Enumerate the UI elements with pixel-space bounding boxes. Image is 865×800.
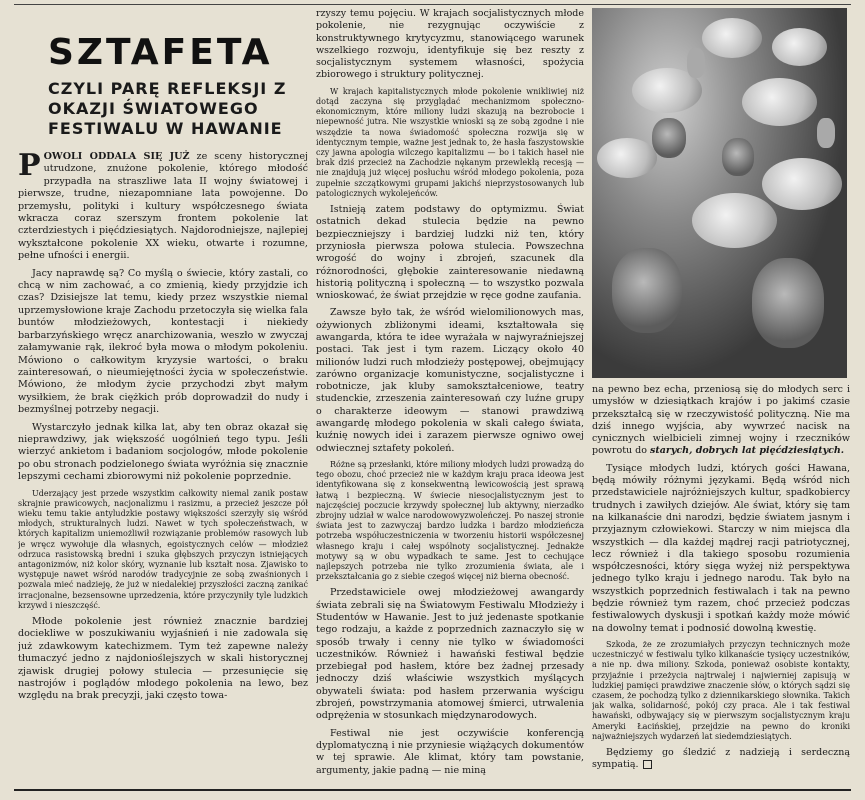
col3-paragraph-4 (592, 747, 850, 772)
col2-paragraph-3: Istnieją zatem podstawy do optymizmu. Świat ostatnich dekad stulecia będzie na pewno bezpieczniejszy i bardziej ludzki niż ten, który przyniosła pierwsza połowa stulecia. Powszechna wrogość do wojny i zbrojeń, szacunek dla różnorodności, głębokie zainteresowanie niedawną historią polityczną i społeczną — to wszystko pozwala wnioskować, że świat przejdzie w ręce godne zaufania. (316, 204, 584, 302)
column-1 (18, 8, 308, 786)
lead-words: OWOLI ODDALA SIĘ JUŻ (43, 151, 190, 162)
paragraph-3: Wystarczyło jednak kilka lat, aby ten obraz okazał się nieprawdziwy, jak większość uogólnień tego typu. Jeśli wierzyć ankietom i badaniom socjologów, młode pokolenie po obu stronach podzielonego świata wyróżnia się znacznie lepszymi cechami zbiorowymi niż pokolenie poprzednie. (18, 421, 308, 483)
col3-paragraph-3: Szkoda, że ze zrozumiałych przyczyn technicznych może uczestniczyć w festiwalu tylko kilkanaście tysięcy uczestników, a nie np. dwa miliony. Szkoda, ponieważ osobiste kontakty, przyjaźnie i przeżycia najtrwalej i najwierniej zapisują w ludzkiej pamięci prawdziwe znaczenie słów, o których sądzi się czasem, że pochodzą tylko z dziennikarskiego słownika. Takich jak walka, solidarność, pokój czy praca. Ale i tak festiwal hawański, odbywający się w pierwszym socjalistycznym kraju Ameryki Łacińskiej, przejdzie na pewno do kroniki najważniejszych wydarzeń lat siedemdziesiątych. (592, 639, 850, 741)
paragraph-2: Jacy naprawdę są? Co myślą o świecie, który zastali, co chcą w nim zachować, a co zmienią, kiedy przyjdzie ich czas? Dzisiejsze lat temu, kiedy przez wszystkie niemal uprzemysłowione kraje Zachodu przetoczyła się wielka fala buntów młodzieżowych, kontestacji i niekiedy barbarzyńskiego wręcz anarchizowania, weszło w zwyczaj załamywanie rąk, ilekroć była mowa o młodym pokoleniu. Mówiono o całkowitym kryzysie wartości, o braku zainteresowań, o nieumiejętności życia w społeczeństwie. Mówiono, że młodym życie przychodzi zbyt małym wysiłkiem, że brak ciężkich prób doprowadził do nudy i bezmyślnej potrzeby negacji. (18, 267, 308, 416)
drop-cap: P (18, 148, 41, 183)
raised-hand-shape (687, 48, 705, 78)
column-3 (592, 384, 850, 786)
straw-hat-shape (772, 28, 827, 66)
col2-paragraph-1: rzyszy temu pojęciu. W krajach socjalistycznych młode pokolenie, nie rezygnując oczywiście z konstruktywnego krytycyzmu, stanowiącego warunek wszelkiego rozwoju, identyfikuje się bez reszty z socjalistycznym systemem własności, spożycia zbiorowego i struktury politycznej. (316, 8, 584, 81)
emphasis-text: starych, dobrych lat pięćdziesiątych. (649, 445, 845, 457)
col3-paragraph-2: Tysiące młodych ludzi, których gości Hawana, będą mówiły różnymi językami. Będą wśród nich przedstawiciele najróżniejszych kultur, spadkobiercy trudnych i zawiłych dziejów. Ale świat, który się tam na kilkanaście dni narodzi, będzie światem jasnym i przyjaznym człowiekowi. Starczy w nim miejsca dla wszystkich — dla każdej mądrej racji patriotycznej, lecz również i dla takiego sposobu rozumienia współczesności, który sięga wyżej niż perspektywa jednego tylko kraju i jednego narodu. Tak było na wszystkich poprzednich festiwalach i tak na pewno będzie również tym razem, choć przecież podczas festiwalowych dyskusji i spotkań każdy może mówić na dowolny temat i podnosić dowolną kwestię. (592, 462, 850, 634)
col2-paragraph-7: Festiwal nie jest oczywiście konferencją dyplomatyczną i nie przyniesie wiążących dokumentów w tej sprawie. Ale klimat, który tam powstanie, argumenty, jakie padną — nie miną (316, 727, 584, 776)
col2-paragraph-2: W krajach kapitalistycznych młode pokolenie wnikliwiej niż dotąd zaczyna się przyglądać mechanizmom społeczno-ekonomicznym, które miliony ludzi skazują na bezrobocie i niepewność jutra. Nie wszystkie wnioski są ze sobą zgodne i nie wszędzie ta nowa świadomość społeczna rozwija się w identycznym tempie, ważne jest jednak to, że hasła faszystowskie czy jawna apologia wilczego kapitalizmu — bo i takich haseł nie brak dziś przecież na Zachodzie nękanym przewlekłą recesją — nie znajdują już więcej posłuchu wśród młodego pokolenia, poza zupełnie szczątkowymi grupami jakichś nieprzystosowanych lub patologicznych wykolejeńców. (316, 86, 584, 198)
straw-hat-shape (597, 138, 657, 178)
col2-paragraph-6: Przedstawiciele owej młodzieżowej awangardy świata zebrali się na Światowym Festiwalu Młodzieży i Studentów w Hawanie. Jest to już jedenaste spotkanie tego rodzaju, a każde z poprzednich zaznaczyło się w sposób trwały i cenny nie tylko w świadomości uczestników. Również i hawański festiwal będzie przebiegał pod hasłem, które bez żadnej przesady jednoczy dziś właściwie wszystkich myślących obywateli świata: pod hasłem przerwania wyścigu zbrojeń, powstrzymania atomowej śmierci, utrwalenia odprężenia w stosunkach międzynarodowych. (316, 587, 584, 722)
paragraph-5: Młode pokolenie jest również znacznie bardziej dociekliwe w poszukiwaniu wyjaśnień i nie zadowala się już zdawkowym katechizmem. Tym też zapewne należy tłumaczyć jedno z najdonioślejszych w skali historycznej zjawisk drugiej połowy stulecia — przesunięcie się nastrojów i poglądów młodego pokolenia na lewo, bez względu na brak precyzji, jaki często towa- (18, 616, 308, 702)
column-2 (316, 8, 584, 786)
paragraph-1 (18, 148, 308, 263)
article-title: SZTAFETA (48, 32, 273, 73)
straw-hat-shape (762, 158, 842, 210)
top-rule (14, 4, 851, 5)
col2-paragraph-5: Różne są przesłanki, które miliony młodych ludzi prowadzą do tego obozu, choć przecież nie w każdym kraju praca ideowa jest identyfikowana się z konsekwentną lewicowością jest sprawą łatwą i bezpieczną. W świecie niesocjalistycznym jest to najczęściej poczucie krzywdy społecznej lub aktywny, nierzadko zbrojny udział w walce narodowowyzwoleńczej. Po naszej stronie świata jest to zazwyczaj bardzo ludzka i bardzo młodzieńcza potrzeba współuczestniczenia w tworzeniu historii współczesnej własnego kraju i całej wspólnoty socjalistycznej. Jednakże motywy są w obu wypadkach te same. Jest to cechujące najlepszych potrzeba nie tylko zrozumienia świata, ale i przekształcania go z siebie czegoś więcej niż bierna obecność. (316, 459, 584, 582)
straw-hat-shape (692, 193, 777, 248)
bottom-rule (14, 789, 851, 791)
festival-crowd-photo (592, 8, 847, 378)
col3-paragraph-1-text: na pewno bez echa, przeniosą się do młodych serc i umysłów w dziesiątkach krajów i po jakimś czasie przekształcą się w rzeczywistość polityczną. Nie ma dziś innego wyjścia, aby wywrzeć nacisk na cynicznych wielbicieli zimnej wojny i rzeczników powrotu do (592, 384, 850, 457)
article-subtitle: CZYLI PARĘ REFLEKSJI Z OKAZJI ŚWIATOWEGO FESTIWALU W HAWANIE (48, 79, 287, 138)
face-shape (652, 118, 686, 158)
straw-hat-shape (742, 78, 817, 126)
face-shape (722, 138, 754, 176)
closing-sentence: Będziemy go śledzić z nadzieją i serdeczną sympatią. (592, 746, 850, 771)
paragraph-1-text: ze sceny historycznej utrudzone, znużone pokolenie, którego młodość przypadła na straszliwe lata II wojny światowej i pierwsze, trudne, niezapomniane lata powojenne. Do przemysłu, polityki i kultury współczesnego świata wkracza coraz szerszym frontem pokolenie lat czterdziestych i pięćdziesiątych. Najdorodniejsze, najlepiej wykształcone pokolenie XX wieku, otwarte i rozumne, pełne ufności i energii. (18, 151, 308, 262)
paragraph-4: Uderzający jest przede wszystkim całkowity niemal zanik postaw skrajnie prawicowych, nacjonalizmu i rasizmu, a przecież jeszcze pół wieku temu takie antyludzkie postawy większości szerzyły się wśród młodych, strukturalnych ludzi. Nawet w tych społeczeństwach, w których kapitalizm uniemożliwił rozwiązanie problemów rasowych lub je wręcz wywołuje dla własnych, egoistycznych celów — młodzież odrzuca rasistowską bredni i szuka głębszych przyczyn istniejących antagonizmów, niż kolor skóry, wyznanie lub kształt nosa. Zjawisko to występuje nawet wśród narodów tradycyjnie ze sobą zwaśnionych i pozwala mieć nadzieję, że już w niedalekiej przyszłości zaczną zanikać irracjonalne, bezsensowne uprzedzenia, które przyczyniły tyle ludzkich krzywd i nieszczęść. (18, 488, 308, 610)
straw-hat-shape (702, 18, 762, 58)
face-shape (752, 258, 824, 348)
raised-hand-shape (817, 118, 835, 148)
end-mark-icon (643, 760, 652, 769)
col3-paragraph-1 (592, 384, 850, 458)
col2-paragraph-4: Zawsze było tak, że wśród wielomilionowych mas, ożywionych zbliżonymi ideami, kształtowała się awangarda, która te idee wyrażała w najwyraźniejszej postaci. Tak jest i tym razem. Liczący około 40 milionów ludzi ruch młodzieży postępowej, obejmujący zarówno organizacje komunistyczne, socjalistyczne i robotnicze, jak kluby samokształceniowe, teatry studenckie, zrzeszenia zainteresowań czy luźne grupy o charakterze ideowym — stanowi prawdziwą awangardę młodego pokolenia w skali całego świata, kuźnię nowych idei i zarazem pierwsze ogniwo owej odwiecznej sztafety pokoleń. (316, 307, 584, 454)
face-shape (612, 248, 682, 333)
